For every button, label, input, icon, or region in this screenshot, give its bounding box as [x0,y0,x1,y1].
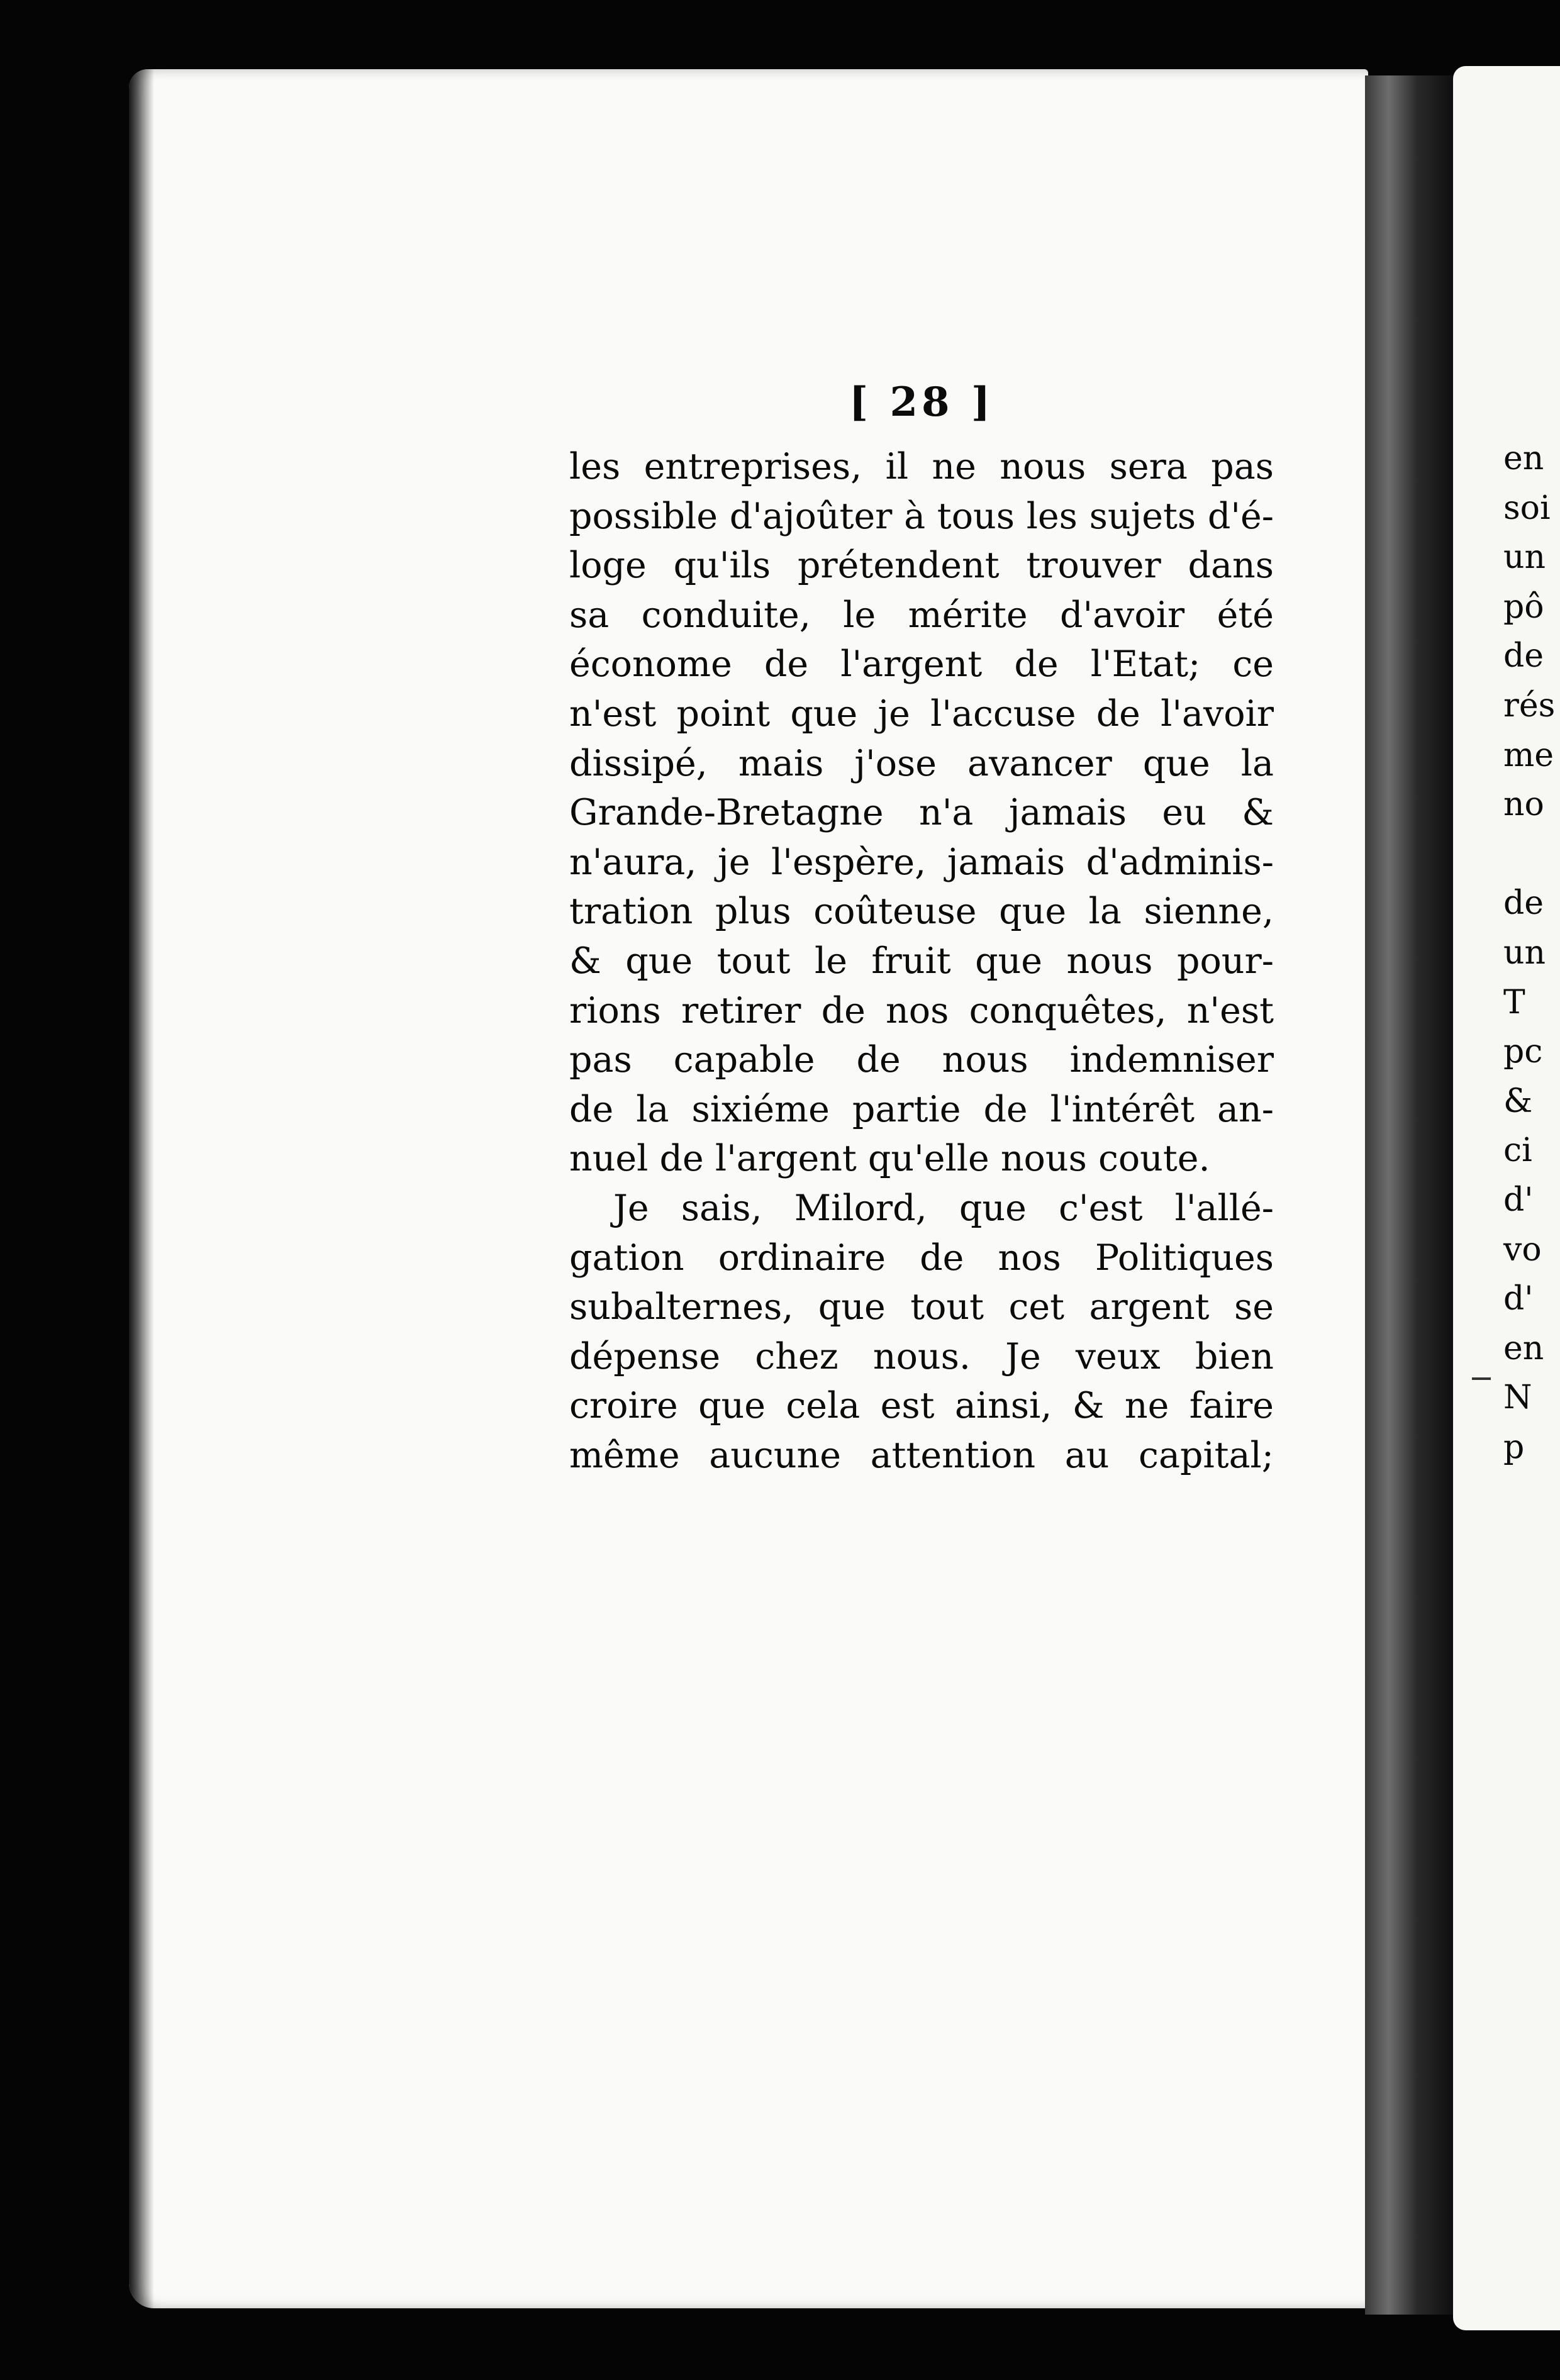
text-line: pas capable de nous indemniser [569,1039,1274,1081]
text-line: dépense chez nous. Je veux bien [569,1335,1274,1377]
facing-paragraph-gap [1503,830,1555,879]
facing-line: rés [1503,686,1556,725]
text-line: n'aura, je l'espère, jamais d'adminis- [569,841,1274,883]
facing-line: me [1503,736,1554,774]
facing-line: de [1503,637,1544,676]
facing-line: ci [1503,1132,1532,1170]
facing-line: d' [1503,1280,1534,1318]
text-line-paragraph-start: Je sais, Milord, que c'est l'allé- [613,1187,1274,1229]
facing-line: en [1503,1329,1544,1367]
facing-line: no [1503,786,1544,824]
facing-line: de [1503,884,1544,923]
facing-line: & [1503,1082,1533,1120]
text-line: n'est point que je l'accuse de l'avoir [569,692,1274,735]
facing-line: un [1503,933,1546,972]
text-line: loge qu'ils prétendent trouver dans [569,545,1274,587]
facing-line: N [1503,1379,1532,1417]
text-line: tration plus coûteuse que la sienne, [569,891,1274,933]
text-line: Grande-Bretagne n'a jamais eu & [569,792,1274,834]
text-line: nuel de l'argent qu'elle nous coute. [569,1138,1210,1180]
facing-line: soi [1503,489,1551,527]
facing-line: un [1503,538,1546,577]
text-line: croire que cela est ainsi, & ne faire [569,1385,1274,1427]
text-line: dissipé, mais j'ose avancer que la [569,742,1274,784]
text-line: les entreprises, il ne nous sera pas [569,446,1274,487]
facing-line: vo [1503,1230,1542,1269]
facing-line: pc [1503,1033,1543,1071]
text-line: subalternes, que tout cet argent se [569,1286,1274,1328]
text-line: économe de l'argent de l'Etat; ce [569,643,1274,686]
book-gutter [1365,75,1459,2315]
text-line: de la sixiéme partie de l'intérêt an- [569,1088,1274,1130]
facing-line: p [1503,1428,1525,1466]
facing-line: en [1503,440,1544,477]
text-line: possible d'ajoûter à tous les sujets d'é- [569,495,1274,537]
facing-line: d' [1503,1181,1534,1219]
facing-line: T [1503,983,1525,1021]
text-line: même aucune attention au capital; [569,1434,1274,1476]
page-number: [ 28 ] [849,379,994,426]
text-line: & que tout le fruit que nous pour- [569,940,1274,982]
facing-line: pô [1503,587,1544,626]
facing-page-text-fragment [1503,434,1555,1472]
text-line: sa conduite, le mérite d'avoir été [569,594,1274,636]
page-text-column [569,374,1274,1480]
text-line: gation ordinaire de nos Politiques [569,1237,1274,1279]
text-line: rions retirer de nos conquêtes, n'est [569,989,1274,1032]
margin-dash-mark [1472,1377,1491,1380]
